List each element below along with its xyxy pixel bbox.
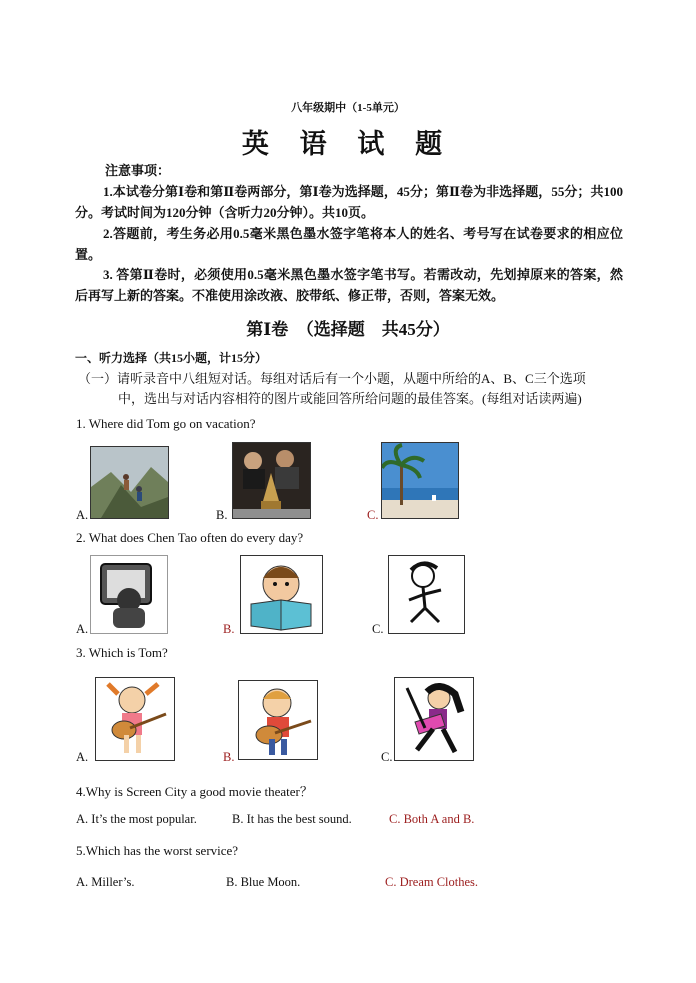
rock-girl-guitar-clipart [394, 677, 474, 761]
question-5-prompt: 5.Which has the worst service? [76, 843, 239, 858]
notice-item-2: 2.答题前，考生务必用0.5毫米黑色墨水签字笔将本人的姓名、考号写在试卷要求的相应位置。 [75, 226, 623, 262]
q1-option-b: B. [216, 508, 228, 522]
boy-guitar-clipart [238, 680, 318, 760]
q1-option-c: C. [367, 508, 379, 522]
question-1-prompt: 1. Where did Tom go on vacation? [76, 416, 256, 431]
beach-palm-photo [381, 442, 459, 519]
q3-option-b: B. [223, 750, 235, 764]
question-2-prompt: 2. What does Chen Tao often do every day? [76, 530, 304, 545]
q4-option-b: B. It has the best sound. [232, 812, 352, 826]
q5-option-b: B. Blue Moon. [226, 875, 301, 889]
exam-title: 英 语 试 题 [241, 129, 455, 159]
instruction-line-1: （一）请听录音中八组短对话。每组对话后有一个小题，从题中所给的A、B、C三个选项 [78, 371, 586, 386]
running-clipart [388, 555, 465, 634]
q2-option-b: B. [223, 622, 235, 636]
q2-option-c: C. [372, 622, 384, 636]
instruction-line-2: 中，选出与对话内容相符的图片或能回答所给问题的最佳答案。(每组对话读两遍) [118, 391, 582, 406]
q5-option-a: A. Miller’s. [76, 875, 135, 889]
museum-pagoda-photo [232, 442, 311, 519]
exam-subtitle: 八年级期中（1-5单元） [291, 102, 405, 114]
mountain-climbing-photo [90, 446, 169, 519]
watching-tv-clipart [90, 555, 168, 634]
q4-option-c: C. Both A and B. [389, 812, 475, 826]
q1-option-a: A. [76, 508, 89, 522]
reading-book-clipart [240, 555, 323, 634]
girl-guitar-clipart [95, 677, 175, 761]
question-4-prompt: 4.Why is Screen City a good movie theater？ [76, 784, 313, 799]
q2-option-a: A. [76, 622, 89, 636]
q3-option-c: C. [381, 750, 393, 764]
notice-item-1: 1.本试卷分第Ⅰ卷和第Ⅱ卷两部分，第Ⅰ卷为选择题，45分；第Ⅱ卷为非选择题，55分；共100分。考试时间为120分钟（含听力20分钟）。共10页。 [75, 184, 623, 220]
question-3-prompt: 3. Which is Tom? [76, 645, 168, 660]
q5-option-c: C. Dream Clothes. [385, 875, 479, 889]
part-heading: 一、听力选择（共15小题，计15分） [75, 351, 268, 365]
notice-heading: 注意事项： [105, 163, 171, 178]
listening-instruction [78, 369, 626, 409]
q3-option-a: A. [76, 750, 89, 764]
q4-option-a: A. It’s the most popular. [76, 812, 197, 826]
section-title: 第Ⅰ卷 （选择题 共45分） [246, 320, 450, 339]
notice-item-3: 3. 答第Ⅱ卷时，必须使用0.5毫米黑色墨水签字笔书写。若需改动，先划掉原来的答案，然后再写上新的答案。不准使用涂改液、胶带纸、修正带，否则，答案无效。 [75, 267, 623, 303]
